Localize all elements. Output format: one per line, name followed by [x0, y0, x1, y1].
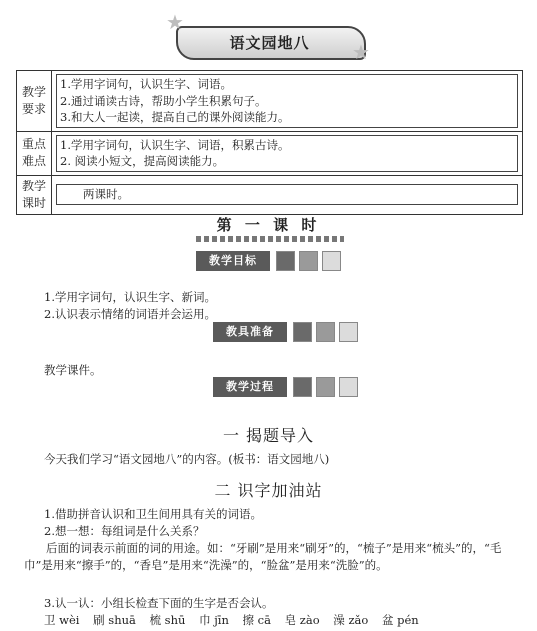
tag-square	[339, 322, 358, 342]
goal-line: 2.认识表示情绪的词语并会运用。	[44, 307, 216, 321]
pinyin-item: 刷 shuā	[93, 613, 136, 627]
periods-box: 两课时。	[56, 184, 518, 205]
row-label: 教学 课时	[17, 175, 52, 214]
requirements-box: 1.学用字词句，认识生字、词语。 2.通过诵读古诗，帮助小学生积累句子。 3.和大人一起读，提高自己的课外阅读能力。	[56, 74, 518, 128]
tag-square	[276, 251, 295, 271]
lesson-title: 第 一 课 时	[216, 216, 321, 234]
section-heading: 一 揭题导入	[222, 426, 315, 445]
section-heading: 二 识字加油站	[214, 481, 323, 500]
tag-square	[293, 377, 312, 397]
paragraph: 今天我们学习“语文园地八”的内容。(板书：语文园地八)	[44, 452, 330, 466]
tag-square	[316, 377, 335, 397]
pinyin-item: 梳 shū	[149, 613, 186, 627]
star-icon: ★	[352, 40, 370, 64]
dotted-divider	[196, 236, 344, 242]
tag-square	[299, 251, 318, 271]
list-item: 3.认一认：小组长检查下面的生字是否会认。	[44, 596, 274, 610]
pinyin-item: 卫 wèi	[44, 613, 80, 627]
tag-square	[293, 322, 312, 342]
table-row	[17, 175, 523, 214]
row-label: 教学 要求	[17, 71, 52, 132]
title-banner	[172, 18, 367, 60]
objectives-table	[16, 70, 523, 215]
pinyin-item: 巾 jīn	[199, 613, 229, 627]
tag-square	[316, 322, 335, 342]
goal-line: 1.学用字词句，认识生字、新词。	[44, 290, 216, 304]
pinyin-item: 盆 pén	[381, 613, 419, 627]
table-row	[17, 131, 523, 175]
page-title: 语文园地八	[229, 34, 310, 52]
list-item: 2.想一想：每组词是什么关系？	[44, 524, 205, 538]
pinyin-item: 澡 zǎo	[333, 613, 369, 627]
pinyin-item: 擦 cā	[242, 613, 271, 627]
star-icon: ★	[166, 10, 184, 34]
prep-text: 教学课件。	[44, 363, 102, 377]
tag-square	[322, 251, 341, 271]
pinyin-item: 皂 zào	[284, 613, 320, 627]
tag-square	[339, 377, 358, 397]
pinyin-row	[44, 613, 429, 628]
paragraph: 后面的词表示前面的词的用途。如：“牙刷”是用来“刷牙”的，“梳子”是用来“梳头”的，“毛巾”是用来“擦手”的，“香皂”是用来“洗澡”的，“脸盆”是用来“洗脸”的。	[24, 541, 502, 572]
list-item: 1.借助拼音认识和卫生间用具有关的词语。	[44, 507, 262, 521]
row-label: 重点 难点	[17, 131, 52, 175]
key-points-box: 1.学用字词句，认识生字、词语，积累古诗。 2. 阅读小短文，提高阅读能力。	[56, 135, 518, 172]
table-row	[17, 71, 523, 132]
